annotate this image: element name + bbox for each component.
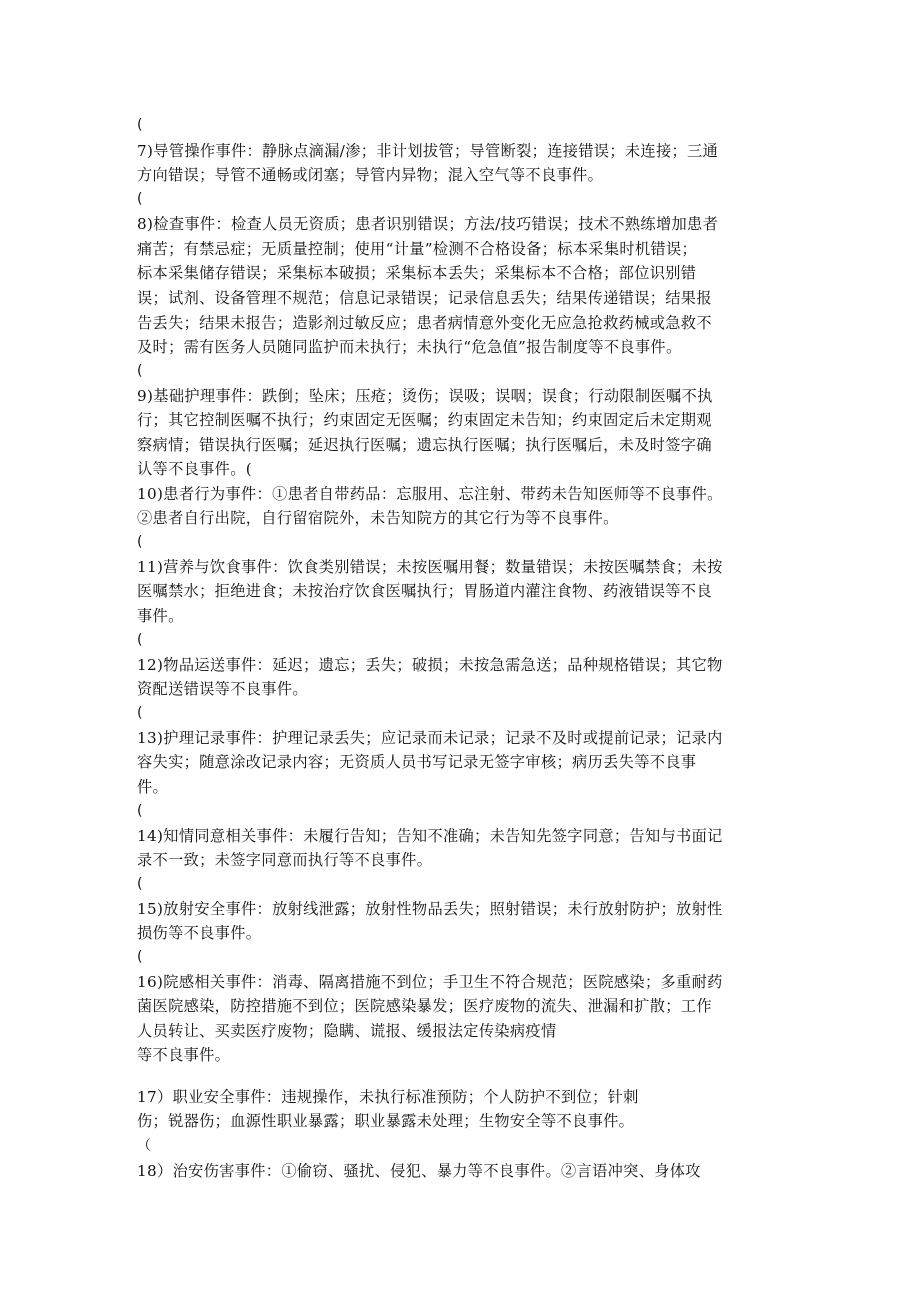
text-line: 方向错误；导管不通畅或闭塞；导管内异物；混入空气等不良事件。	[137, 166, 604, 184]
text-line: (	[137, 117, 143, 133]
text-line: 录不一致；未签字同意而执行等不良事件。	[137, 851, 433, 869]
text-line: 痛苦；有禁忌症；无质量控制；使用“计量”检测不合格设备；标本采集时机错误；	[137, 240, 698, 258]
text-line: 事件。	[137, 607, 184, 625]
text-line: (	[137, 876, 143, 892]
text-line: 8)检查事件：检查人员无资质；患者识别错误；方法/技巧错误；技术不熟练增加患者	[137, 215, 719, 233]
text-line: 14)知情同意相关事件：未履行告知；告知不准确；未告知先签字同意；告知与书面记	[137, 827, 723, 845]
text-line: (	[137, 705, 143, 721]
text-line: 18）治安伤害事件：①偷窃、骚扰、侵犯、暴力等不良事件。②言语冲突、身体攻	[137, 1162, 701, 1180]
text-line: 11)营养与饮食事件：饮食类别错误；未按医嘱用餐；数量错误；未按医嘱禁食；未按	[137, 558, 723, 576]
text-line: 行；其它控制医嘱不执行；约束固定无医嘱；约束固定未告知；约束固定后未定期观	[137, 411, 712, 429]
text-line: 9)基础护理事件：跌倒；坠床；压疮；烫伤；误吸；误咽；误食；行动限制医嘱不执	[137, 387, 713, 405]
text-line: 损伤等不良事件。	[137, 924, 262, 942]
text-line: (	[137, 363, 143, 379]
text-line: 认等不良事件。(	[137, 460, 253, 478]
text-line: 容失实；随意涂改记录内容；无资质人员书写记录无签字审核；病历丢失等不良事	[137, 753, 697, 771]
text-line: 16)院感相关事件：消毒、隔离措施不到位；手卫生不符合规范；医院感染；多重耐药	[137, 973, 723, 991]
text-line: 人员转让、买卖医疗废物；隐瞒、谎报、缓报法定传染病疫情	[137, 1022, 557, 1040]
text-line: 13)护理记录事件：护理记录丢失；应记录而未记录；记录不及时或提前记录；记录内	[137, 729, 723, 747]
text-line: 12)物品运送事件：延迟；遗忘；丢失；破损；未按急需急送；品种规格错误；其它物	[137, 656, 723, 674]
text-line: 件。	[137, 778, 169, 796]
text-line: 告丢失；结果未报告；造影剂过敏反应；患者病情意外变化无应急抢救药械或急救不	[137, 314, 712, 332]
text-line: 等不良事件。	[137, 1046, 231, 1064]
text-line: (	[137, 191, 143, 207]
text-line: 7)导管操作事件：静脉点滴漏/渗；非计划拔管；导管断裂；连接错误；未连接；三通	[137, 142, 719, 160]
text-line: 资配送错误等不良事件。	[137, 680, 308, 698]
text-line: ②患者自行出院，自行留宿院外，未告知院方的其它行为等不良事件。	[137, 509, 619, 527]
text-line: (	[137, 803, 143, 819]
text-line: 及时；需有医务人员随同监护而未执行；未执行“危急值”报告制度等不良事件。	[137, 338, 682, 356]
text-line: 标本采集储存错误；采集标本破损；采集标本丢失；采集标本不合格；部位识别错	[137, 264, 697, 282]
text-line: 伤；锐器伤；血源性职业暴露；职业暴露未处理；生物安全等不良事件。	[137, 1112, 635, 1130]
text-line: （	[137, 1138, 152, 1154]
text-line: 10)患者行为事件：①患者自带药品：忘服用、忘注射、带药未告知医师等不良事件。	[137, 485, 723, 503]
text-line: 医嘱禁水；拒绝进食；未按治疗饮食医嘱执行；胃肠道内灌注食物、药液错误等不良	[137, 582, 712, 600]
text-line: (	[137, 534, 143, 550]
text-line: 15)放射安全事件：放射线泄露；放射性物品丢失；照射错误；未行放射防护；放射性	[137, 900, 723, 918]
text-line: 17）职业安全事件：违规操作，未执行标准预防；个人防护不到位；针刺	[137, 1088, 639, 1106]
text-line: 菌医院感染，防控措施不到位；医院感染暴发；医疗废物的流失、泄漏和扩散；工作	[137, 997, 712, 1015]
text-line: (	[137, 632, 143, 648]
text-line: (	[137, 949, 143, 965]
text-line: 察病情；错误执行医嘱；延迟执行医嘱；遗忘执行医嘱；执行医嘱后，未及时签字确	[137, 436, 712, 454]
text-line: 误；试剂、设备管理不规范；信息记录错误；记录信息丢失；结果传递错误；结果报	[137, 289, 712, 307]
